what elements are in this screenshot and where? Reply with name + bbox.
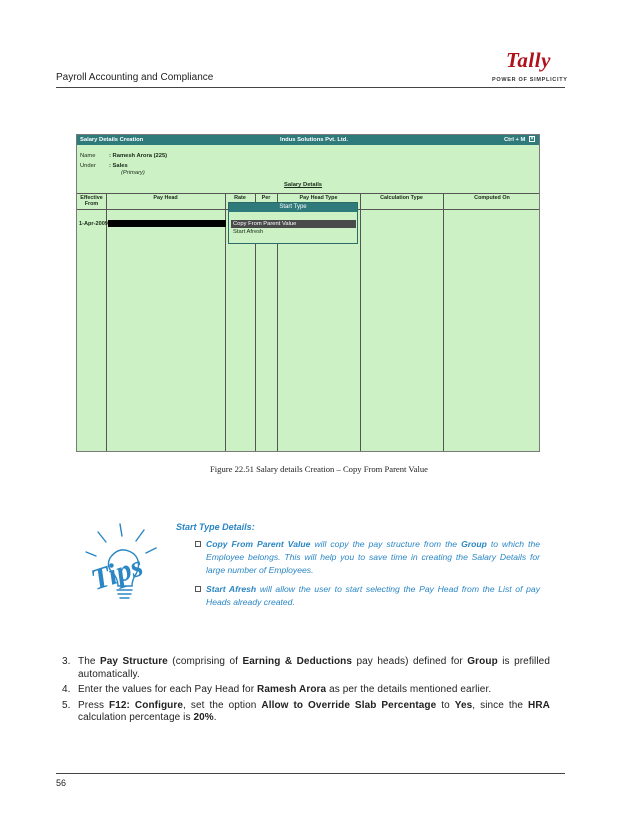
salary-details-screen <box>76 134 540 452</box>
screen-window-title: Salary Details Creation <box>80 137 144 143</box>
col-effective-from: Effective From <box>80 195 103 207</box>
running-header-title: Payroll Accounting and Compliance <box>56 72 214 83</box>
footer-rule <box>56 773 565 774</box>
col-divider <box>360 193 361 452</box>
name-label: Name <box>80 153 96 159</box>
name-value: : Ramesh Arora (225) <box>109 153 168 159</box>
checkbox-bullet-icon <box>195 586 201 592</box>
popup-title: Start Type <box>229 203 357 212</box>
under-value: : Sales <box>109 163 128 169</box>
tips-heading: Start Type Details: <box>176 522 255 532</box>
under-sub: (Primary) <box>121 170 145 176</box>
page-number: 56 <box>56 778 67 788</box>
tip-item: Start Afresh will allow the user to start selecting the Pay Head from the List of pay Heads already created. <box>176 583 540 609</box>
header-rule <box>56 87 565 88</box>
col-pay-head-type: Pay Head Type <box>299 195 338 201</box>
pay-head-input[interactable] <box>108 220 226 227</box>
col-divider <box>106 193 107 452</box>
tip-item: Copy From Parent Value will copy the pay structure from the Group to which the Employee belongs. This will help you to save time in creating the Salary Details for large number of Employees. <box>176 538 540 577</box>
col-rate: Rate <box>234 195 246 201</box>
list-item: 4. Enter the values for each Pay Head for Ramesh Arora as per the details mentioned earlier. <box>62 684 492 695</box>
tally-logo <box>492 48 568 86</box>
option-copy-from-parent-value[interactable]: Copy From Parent Value <box>231 220 356 228</box>
tips-art-text: Tips <box>87 549 147 597</box>
screen-titlebar <box>77 135 539 145</box>
under-label: Under <box>80 163 96 169</box>
screen-company-name: Indus Solutions Pvt. Ltd. <box>280 137 348 143</box>
step-list <box>62 656 550 728</box>
col-divider <box>443 193 444 452</box>
logo-tagline: POWER OF SIMPLICITY <box>492 77 568 83</box>
tips-bulb-icon <box>76 522 166 604</box>
col-pay-head: Pay Head <box>153 195 178 201</box>
option-start-afresh[interactable]: Start Afresh <box>233 229 264 235</box>
close-icon[interactable]: × <box>530 136 534 143</box>
logo-wordmark: Tally <box>506 48 551 72</box>
col-calculation-type: Calculation Type <box>380 195 423 201</box>
figure-caption: Figure 22.51 Salary details Creation – Copy From Parent Value <box>210 464 428 474</box>
screen-shortcut <box>504 135 535 145</box>
start-type-popup <box>228 202 358 244</box>
checkbox-bullet-icon <box>195 541 201 547</box>
shortcut-label: Ctrl + M <box>503 137 526 143</box>
table-top-rule <box>77 193 540 194</box>
list-item: 3. The Pay Structure (comprising of Earning & Deductions pay heads) defined for Group is prefilled automatically. <box>62 656 551 680</box>
tips-box <box>176 522 540 615</box>
col-divider <box>225 193 226 452</box>
col-computed-on: Computed On <box>474 195 510 201</box>
row-effective-date: 1-Apr-2009 <box>79 221 108 227</box>
salary-details-heading: Salary Details <box>284 182 323 188</box>
col-per: Per <box>261 195 271 201</box>
list-item: 5. Press F12: Configure, set the option Allow to Override Slab Percentage to Yes, since the HRA calculation percentage is 20%. <box>62 699 550 723</box>
